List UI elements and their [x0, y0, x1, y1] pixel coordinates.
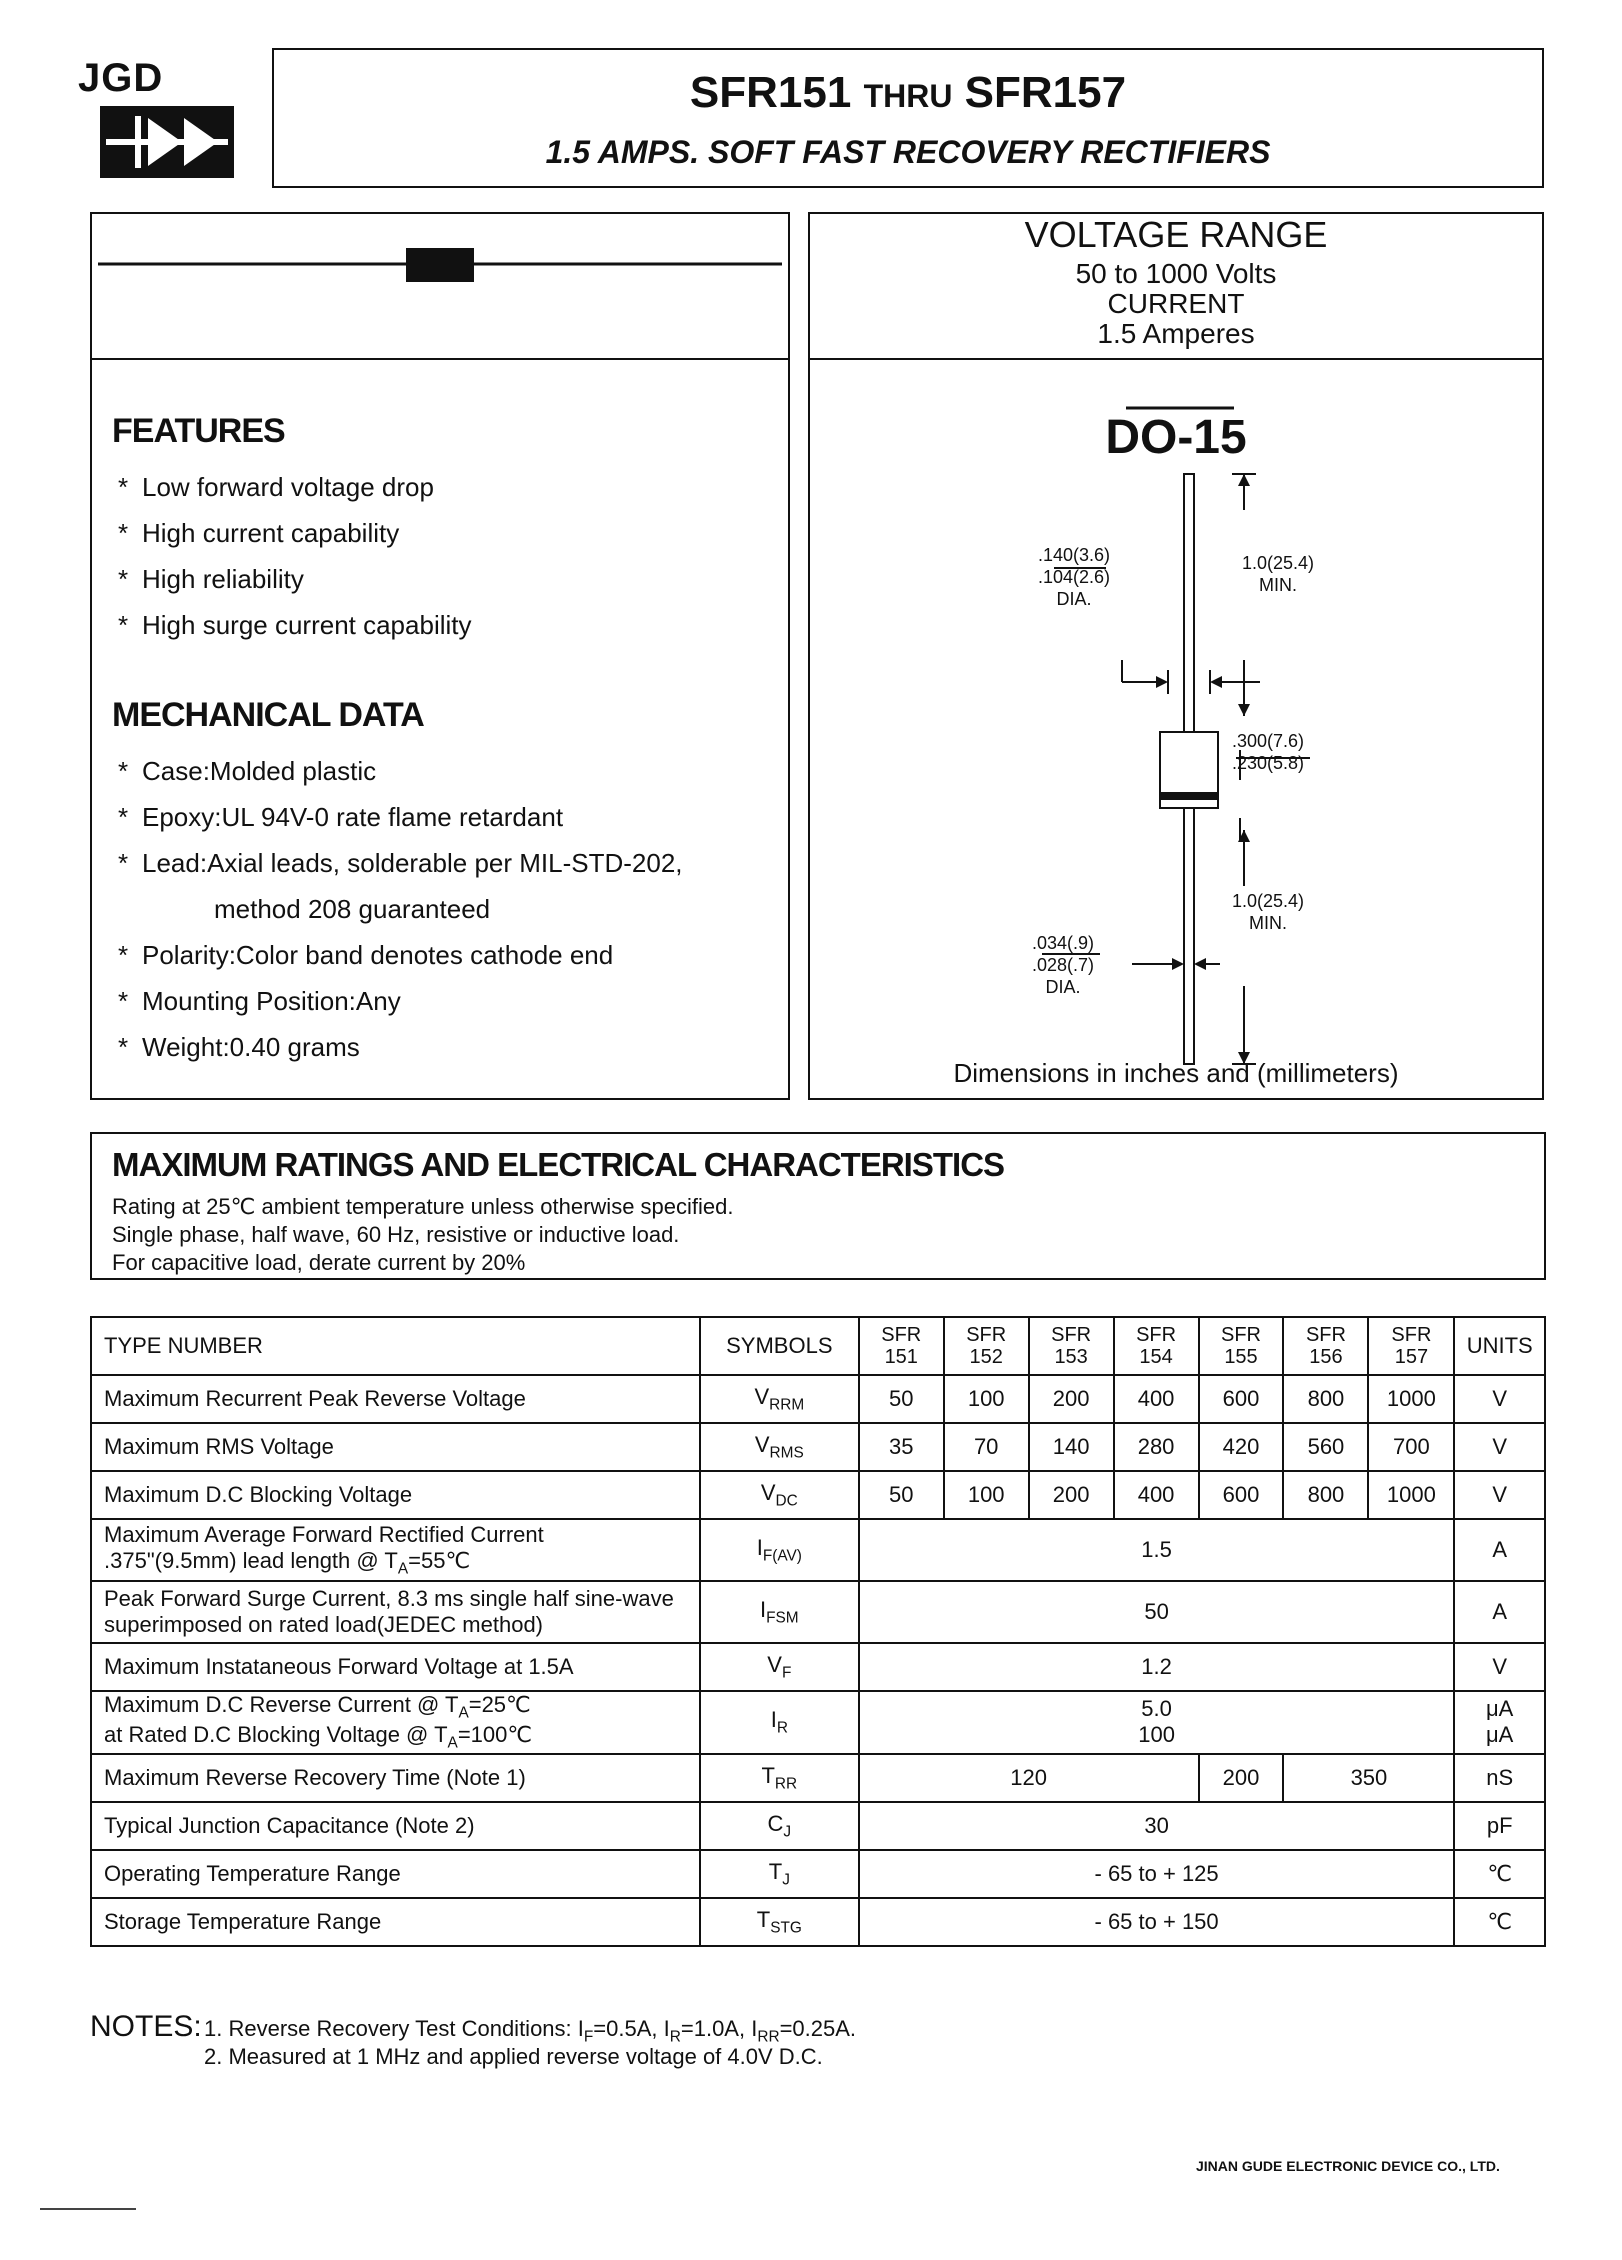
table-row: [91, 1519, 1545, 1581]
mechanical-heading: MECHANICAL DATA: [112, 696, 424, 734]
col-part: SFR 153: [1029, 1317, 1114, 1375]
table-row: [91, 1471, 1545, 1519]
value-cell: 1000: [1368, 1471, 1454, 1519]
symbol-cell: $T_{RR}$: [700, 1754, 859, 1802]
value-cell: 70: [944, 1423, 1029, 1471]
value-cell: 600: [1199, 1375, 1284, 1423]
page-subtitle: 1.5 AMPS. SOFT FAST RECOVERY RECTIFIERS: [545, 134, 1271, 170]
value-cell: 600: [1199, 1471, 1284, 1519]
value-cell: 200: [1029, 1375, 1114, 1423]
range-current-label: CURRENT: [1107, 288, 1245, 319]
mechanical-item: * Lead:Axial leads, solderable per MIL-STD-202,: [118, 848, 683, 878]
value-cell: 560: [1283, 1423, 1368, 1471]
param-cell: Maximum Average Forward Rectified Current .375"(9.5mm) lead length @ $T_A=55℃$: [91, 1519, 700, 1581]
package-box: [808, 358, 1544, 1100]
param-cell: Maximum Instataneous Forward Voltage at 1.5A: [91, 1643, 700, 1691]
unit-cell: ℃: [1454, 1850, 1545, 1898]
range-heading: VOLTAGE RANGE: [1024, 214, 1328, 255]
value-cell: 1000: [1368, 1375, 1454, 1423]
col-part: SFR 151: [859, 1317, 944, 1375]
rating-note: Rating at 25℃ ambient temperature unless otherwise specified.: [112, 1194, 734, 1219]
value-cell: 420: [1199, 1423, 1284, 1471]
table-row: [91, 1643, 1545, 1691]
value-cell: 400: [1114, 1471, 1199, 1519]
mechanical-item: * Weight:0.40 grams: [118, 1032, 360, 1062]
mechanical-item: * Case:Molded plastic: [118, 756, 377, 786]
ratings-box: [90, 1132, 1546, 1280]
col-part: SFR 156: [1283, 1317, 1368, 1375]
symbol-cell: $V_F$: [700, 1643, 859, 1691]
symbol-cell: $I_{FSM}$: [700, 1581, 859, 1643]
symbol-cell: $V_{RRM}$: [700, 1375, 859, 1423]
value-cell: 200: [1199, 1754, 1284, 1802]
value-cell: - 65 to + 150: [859, 1898, 1455, 1946]
unit-cell: A: [1454, 1581, 1545, 1643]
footer-company: JINAN GUDE ELECTRONIC DEVICE CO., LTD.: [1196, 2158, 1500, 2174]
rating-note: Single phase, half wave, 60 Hz, resistive or inductive load.: [112, 1222, 680, 1247]
range-current: 1.5 Amperes: [1097, 318, 1255, 349]
footer-rule: [40, 2208, 136, 2210]
body-length-dim: .300(7.6) .230(5.8): [1232, 731, 1305, 773]
unit-cell: ℃: [1454, 1898, 1545, 1946]
features-heading: FEATURES: [112, 412, 285, 450]
table-row: [91, 1850, 1545, 1898]
table-row: [91, 1581, 1545, 1643]
value-cell: 50: [859, 1581, 1455, 1643]
col-part: SFR 154: [1114, 1317, 1199, 1375]
package-name: DO-15: [1105, 411, 1247, 464]
notes-label: NOTES:: [90, 2010, 202, 2043]
symbol-cell: $V_{DC}$: [700, 1471, 859, 1519]
value-cell: 1.2: [859, 1643, 1455, 1691]
unit-cell: V: [1454, 1375, 1545, 1423]
param-cell: Peak Forward Surge Current, 8.3 ms single half sine-wave superimposed on rated load(JEDEC method): [91, 1581, 700, 1643]
title-part2: SFR157: [964, 68, 1127, 117]
value-cell: - 65 to + 125: [859, 1850, 1455, 1898]
note-1: 1. Reverse Recovery Test Conditions: $I_F=0.5A$, $I_R=1.0A$, $I_{RR}=0.25A$.: [204, 2016, 857, 2046]
table-row: [91, 1375, 1545, 1423]
feature-item: * High reliability: [118, 564, 304, 594]
value-cell: 800: [1283, 1375, 1368, 1423]
value-cell: 400: [1114, 1375, 1199, 1423]
features-box: [90, 358, 790, 1100]
feature-item: * High surge current capability: [118, 610, 472, 640]
ratings-title: MAXIMUM RATINGS AND ELECTRICAL CHARACTERISTICS: [112, 1146, 1005, 1183]
symbol-cell: $T_{STG}$: [700, 1898, 859, 1946]
col-part: SFR 157: [1368, 1317, 1454, 1375]
range-voltage: 50 to 1000 Volts: [1075, 258, 1277, 289]
symbol-cell: $I_{F(AV)}$: [700, 1519, 859, 1581]
note-2: 2. Measured at 1 MHz and applied reverse voltage of 4.0V D.C.: [204, 2044, 823, 2069]
table-row: [91, 1754, 1545, 1802]
value-cell: 100: [944, 1375, 1029, 1423]
feature-item: * High current capability: [118, 518, 400, 548]
param-cell: Maximum RMS Voltage: [91, 1423, 700, 1471]
col-symbols: SYMBOLS: [700, 1317, 859, 1375]
voltage-range-box: [808, 212, 1544, 360]
value-cell: 350: [1283, 1754, 1454, 1802]
unit-cell: V: [1454, 1643, 1545, 1691]
page-title: [274, 68, 1542, 118]
symbol-cell: $V_{RMS}$: [700, 1423, 859, 1471]
dimensions-caption: Dimensions in inches and (millimeters): [953, 1058, 1399, 1088]
package-dimension-drawing: [810, 360, 1542, 1098]
value-cell: 100: [944, 1471, 1029, 1519]
value-cell: 50: [859, 1375, 944, 1423]
title-box: [272, 48, 1544, 188]
top-lead-length-dim: 1.0(25.4) MIN.: [1241, 553, 1315, 595]
mechanical-item: * Epoxy:UL 94V-0 rate flame retardant: [118, 802, 564, 832]
table-row: [91, 1802, 1545, 1850]
rating-note: For capacitive load, derate current by 20%: [112, 1250, 526, 1275]
param-cell: Typical Junction Capacitance (Note 2): [91, 1802, 700, 1850]
param-cell: Storage Temperature Range: [91, 1898, 700, 1946]
unit-cell: A: [1454, 1519, 1545, 1581]
col-units: UNITS: [1454, 1317, 1545, 1375]
feature-item: * Low forward voltage drop: [118, 472, 434, 502]
lead-diameter-dim: .140(3.6) .104(2.6) DIA.: [1038, 545, 1111, 609]
col-part: SFR 152: [944, 1317, 1029, 1375]
symbol-cell: $C_J$: [700, 1802, 859, 1850]
value-cell: 50: [859, 1471, 944, 1519]
symbol-cell: $I_R$: [700, 1691, 859, 1754]
unit-cell: V: [1454, 1423, 1545, 1471]
col-part: SFR 155: [1199, 1317, 1284, 1375]
param-cell: Operating Temperature Range: [91, 1850, 700, 1898]
diode-outline-icon: [92, 214, 788, 358]
value-cell: 35: [859, 1423, 944, 1471]
symbol-cell: $T_J$: [700, 1850, 859, 1898]
value-cell: 5.0 100: [859, 1691, 1455, 1754]
mechanical-item: * Mounting Position:Any: [118, 986, 401, 1016]
unit-cell: μA μA: [1454, 1691, 1545, 1754]
value-cell: 30: [859, 1802, 1455, 1850]
value-cell: 200: [1029, 1471, 1114, 1519]
unit-cell: V: [1454, 1471, 1545, 1519]
value-cell: 280: [1114, 1423, 1199, 1471]
diode-image-box: [90, 212, 790, 360]
col-type-number: TYPE NUMBER: [91, 1317, 700, 1375]
mechanical-item-continued: method 208 guaranteed: [214, 894, 491, 924]
value-cell: 700: [1368, 1423, 1454, 1471]
mechanical-item: * Polarity:Color band denotes cathode end: [118, 940, 614, 970]
param-cell: Maximum Recurrent Peak Reverse Voltage: [91, 1375, 700, 1423]
title-part1: SFR151: [689, 68, 852, 117]
logo-text: JGD: [78, 56, 164, 100]
value-cell: 140: [1029, 1423, 1114, 1471]
param-cell: Maximum Reverse Recovery Time (Note 1): [91, 1754, 700, 1802]
unit-cell: pF: [1454, 1802, 1545, 1850]
table-row: [91, 1423, 1545, 1471]
table-row: [91, 1898, 1545, 1946]
logo-icon: [96, 102, 238, 182]
title-thru: THRU: [863, 78, 953, 114]
param-cell: Maximum D.C Reverse Current @ $T_A=25℃$ at Rated D.C Blocking Voltage @ $T_A=100℃$: [91, 1691, 700, 1754]
table-row: [91, 1691, 1545, 1754]
value-cell: 800: [1283, 1471, 1368, 1519]
value-cell: 120: [859, 1754, 1199, 1802]
unit-cell: nS: [1454, 1754, 1545, 1802]
wire-diameter-dim: .034(.9) .028(.7) DIA.: [1032, 933, 1095, 997]
specifications-table: [90, 1316, 1546, 1947]
param-cell: Maximum D.C Blocking Voltage: [91, 1471, 700, 1519]
value-cell: 1.5: [859, 1519, 1455, 1581]
table-header-row: [91, 1317, 1545, 1375]
bottom-lead-length-dim: 1.0(25.4) MIN.: [1231, 891, 1305, 933]
